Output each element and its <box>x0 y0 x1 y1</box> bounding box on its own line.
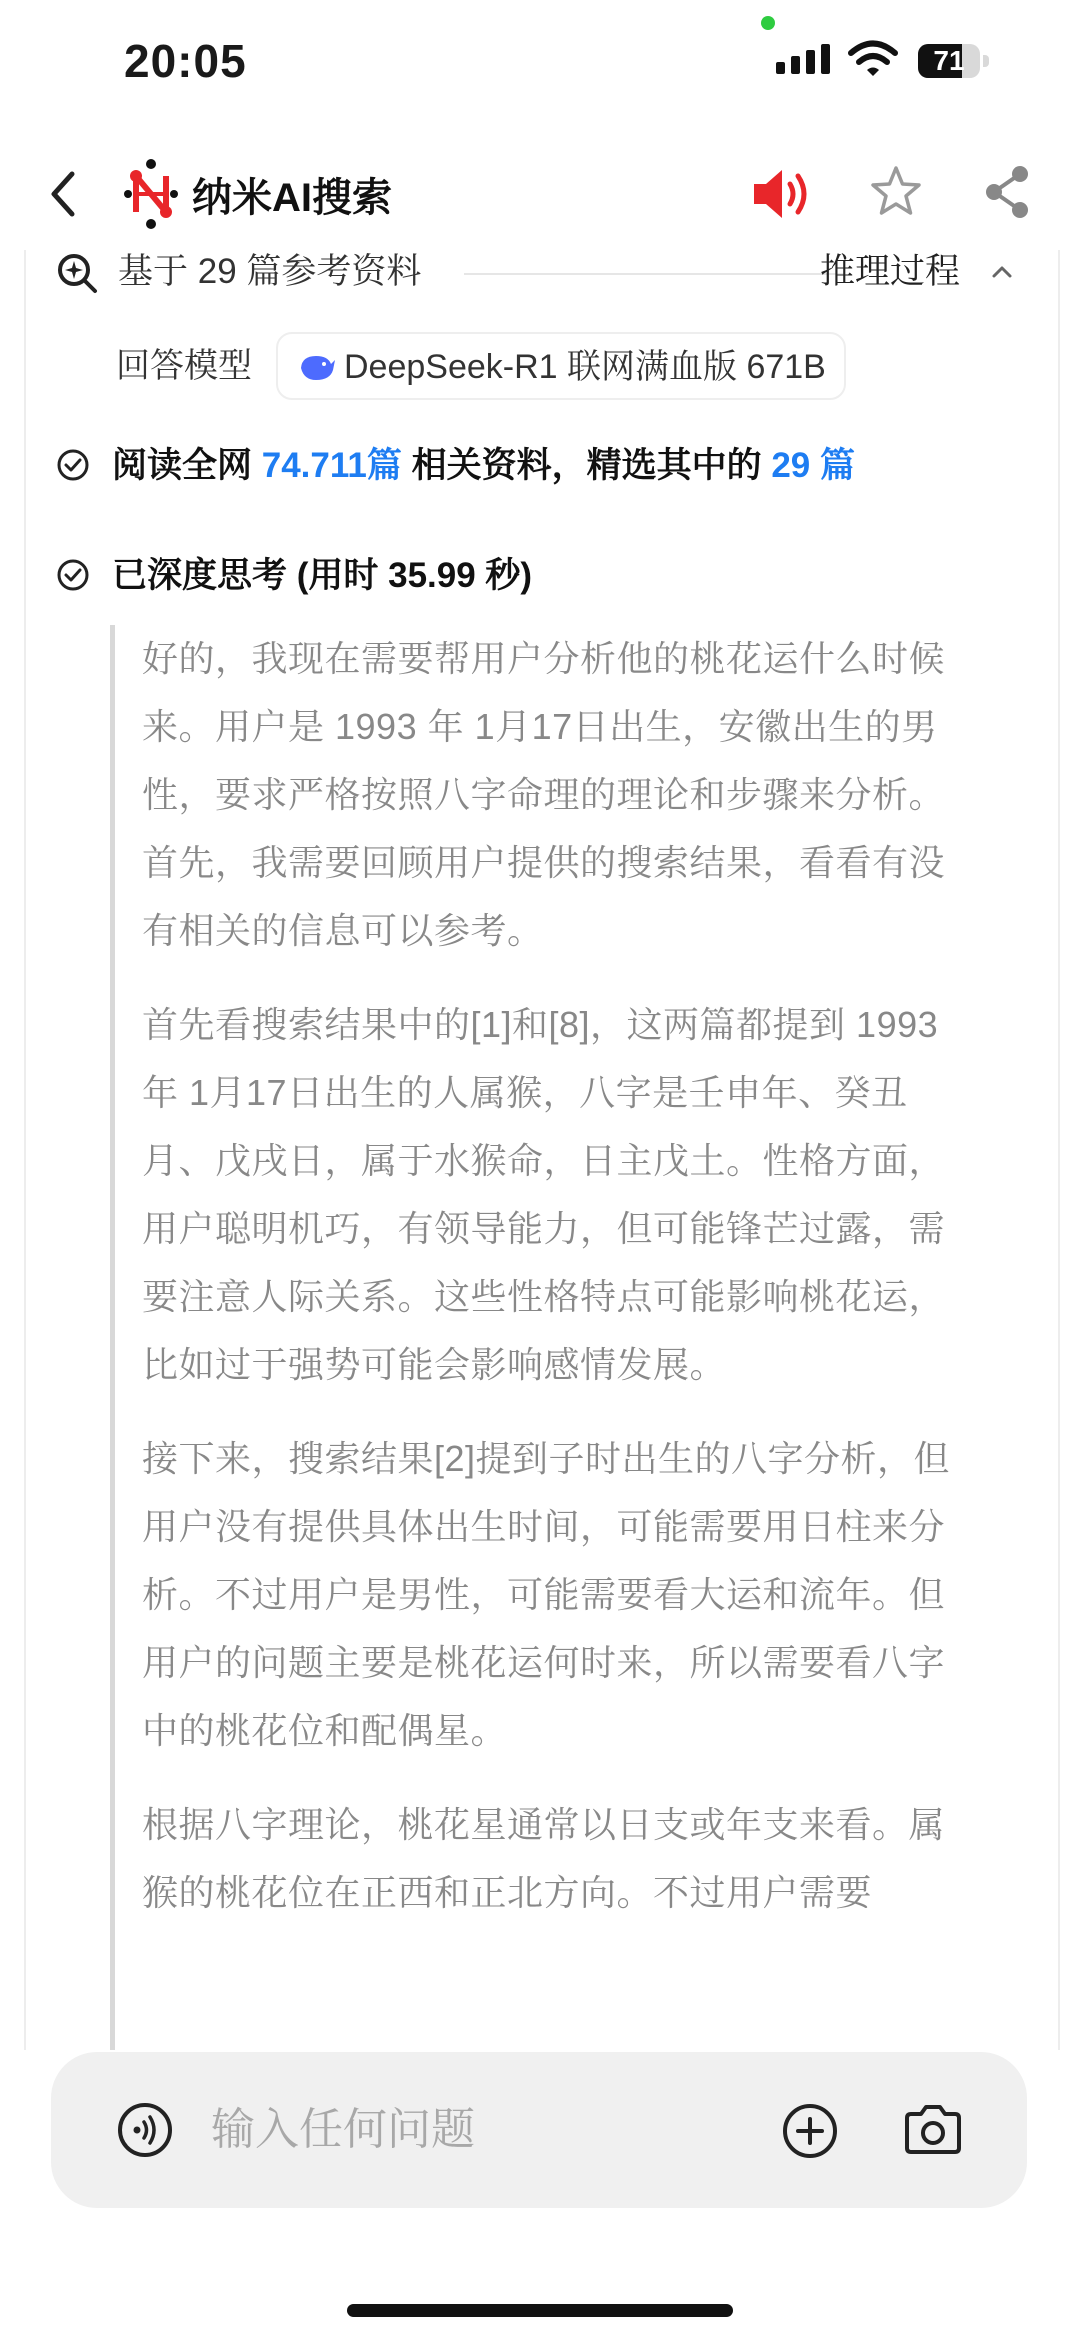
thought-step-text: 已深度思考 (用时 35.99 秒) <box>112 556 533 595</box>
references-row[interactable] <box>56 250 1026 294</box>
thinking-paragraph: 首先看搜索结果中的[1]和[8]，这两篇都提到 1993 年 1月17日出生的人属猴，八字是壬申年、癸丑月、戊戌日，属于水猴命，日主戊土。性格方面，用户聪明机巧，有领导能力，但可能锋芒过露，需要注意人际关系。这些性格特点可能影响桃花运，比如过于强势可能会影响感情发展。 <box>142 1004 946 1385</box>
thinking-paragraph: 根据八字理论，桃花星通常以日支或年支来看。属猴的桃花位在正西和正北方向。不过用户需要 <box>142 1804 946 1913</box>
plus-circle-icon[interactable] <box>781 2102 839 2160</box>
thinking-paragraph: 好的，我现在需要帮用户分析他的桃花运什么时候来。用户是 1993 年 1月17日出生，安徽出生的男性，要求严格按照八字命理的理论和步骤来分析。首先，我需要回顾用户提供的搜索结果，看看有没有相关的信息可以参考。 <box>142 638 946 951</box>
wifi-icon <box>848 40 898 78</box>
nav-bar <box>0 140 1080 250</box>
chevron-left-icon[interactable] <box>44 166 84 222</box>
share-icon[interactable] <box>982 164 1032 220</box>
question-input[interactable] <box>211 2102 791 2158</box>
privacy-indicator-dot <box>761 16 775 30</box>
check-circle-icon <box>56 448 90 482</box>
battery-percentage: 71 <box>933 45 965 76</box>
battery-indicator <box>918 44 992 78</box>
home-indicator <box>347 2304 733 2317</box>
read-selected-count[interactable]: 29 篇 <box>771 446 855 485</box>
cellular-signal-icon <box>776 44 832 74</box>
speaker-icon[interactable] <box>752 166 814 222</box>
read-middle: 相关资料，精选其中的 <box>401 446 772 485</box>
star-icon[interactable] <box>868 164 924 220</box>
references-count: 基于 29 篇参考资料 <box>118 252 422 291</box>
divider <box>464 273 844 275</box>
read-step-text <box>112 444 855 488</box>
model-chip[interactable] <box>276 332 846 400</box>
chevron-up-icon[interactable] <box>988 258 1016 286</box>
nami-logo-icon <box>124 154 178 234</box>
app-title: 纳米AI搜索 <box>192 176 392 220</box>
reasoning-toggle-label[interactable]: 推理过程 <box>820 252 961 291</box>
model-label: 回答模型 <box>116 347 252 385</box>
model-name: DeepSeek-R1 联网满血版 671B <box>344 348 826 386</box>
status-time: 20:05 <box>124 35 247 87</box>
thinking-paragraph: 接下来，搜索结果[2]提到子时出生的八字分析，但用户没有提供具体出生时间，可能需要用日柱来分析。不过用户是男性，可能需要看大运和流年。但用户的问题主要是桃花运何时来，所以需要看八字中的桃花位和配偶星。 <box>142 1438 951 1751</box>
thinking-content <box>110 625 975 2050</box>
read-total-count[interactable]: 74.711篇 <box>261 446 402 485</box>
camera-icon[interactable] <box>903 2104 963 2156</box>
voice-icon[interactable] <box>117 2102 173 2158</box>
input-bar <box>51 2052 1027 2208</box>
status-bar <box>0 0 1080 130</box>
search-sparkle-icon <box>56 252 98 294</box>
deepseek-whale-icon <box>298 350 336 384</box>
check-circle-icon <box>56 558 90 592</box>
read-prefix: 阅读全网 <box>112 446 262 485</box>
